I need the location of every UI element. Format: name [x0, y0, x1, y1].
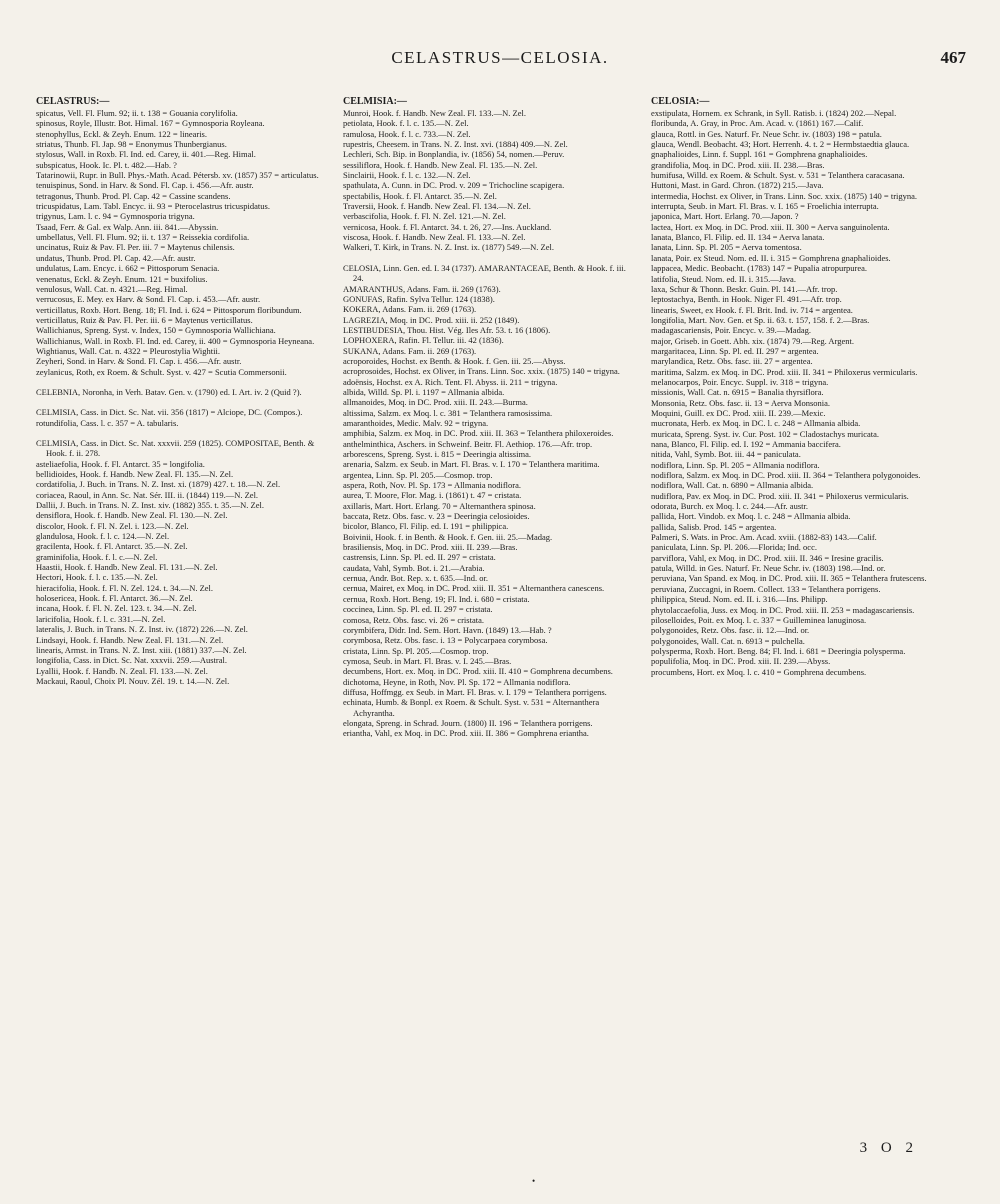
column-3 [651, 96, 943, 677]
index-entry: spinosus, Royle, Illustr. Bot. Himal. 167 = Gymnosporia Royleana. [36, 118, 265, 129]
index-entry: linearis, Sweet, ex Hook. f. Fl. Brit. Ind. iv. 714 = argentea. [651, 304, 853, 315]
index-entry: odorata, Burch. ex Moq. l. c. 244.—Afr. austr. [651, 501, 808, 512]
index-entry: dichotoma, Heyne, in Roth, Nov. Pl. Sp. 172 = Allmania nodiflora. [343, 676, 571, 687]
index-entry: pallida, Hort. Vindob. ex Moq. l. c. 248 = Allmania albida. [651, 511, 851, 522]
index-entry: coccinea, Linn. Sp. Pl. ed. II. 297 = cristata. [343, 604, 493, 615]
index-entry: uncinatus, Ruiz & Pav. Fl. Per. iii. 7 = Maytenus chilensis. [36, 242, 235, 253]
index-entry: phytolaccaefolia, Juss. ex Moq. in DC. Prod. xiii. II. 253 = madagascariensis. [651, 604, 915, 615]
index-entry: margaritacea, Linn. Sp. Pl. ed. II. 297 = argentea. [651, 345, 819, 356]
index-entry: gnaphalioides, Linn. f. Suppl. 161 = Gomphrena gnaphalioides. [651, 149, 868, 160]
index-entry: Wallichianus, Spreng. Syst. v. Index, 150 = Gymnosporia Wallichiana. [36, 325, 276, 336]
genus-heading: CELMISIA:— [343, 96, 407, 107]
entry-gap [36, 397, 328, 407]
index-entry: exstipulata, Hornem. ex Schrank, in Syll. Ratisb. i. (1824) 202.—Nepal. [651, 108, 897, 118]
index-entry: melanocarpos, Poir. Encyc. Suppl. iv. 318 = trigyna. [651, 376, 829, 387]
index-entry: elongata, Spreng. in Schrad. Journ. (1800) II. 196 = Telanthera porrigens. [343, 717, 593, 728]
index-entry: nodiflora, Salzm. ex Moq. in DC. Prod. xiii. II. 364 = Telanthera polygonoides. [651, 470, 921, 481]
index-entry: eriantha, Vahl, ex Moq. in DC. Prod. xiii. II. 386 = Gomphrena eriantha. [343, 728, 589, 739]
index-entry: procumbens, Hort. ex Moq. l. c. 410 = Gomphrena decumbens. [651, 666, 867, 677]
index-entry: Haastii, Hook. f. Handb. New Zeal. Fl. 131.—N. Zel. [36, 562, 218, 573]
index-entry: nodiflora, Linn. Sp. Pl. 205 = Allmania nodiflora. [651, 459, 820, 470]
index-entry: Tsaad, Ferr. & Gal. ex Walp. Ann. iii. 841.—Abyssin. [36, 221, 219, 232]
index-entry: allmanoides, Moq. in DC. Prod. xiii. II. 243.—Burma. [343, 397, 528, 408]
index-entry: Huttoni, Mast. in Gard. Chron. (1872) 215.—Java. [651, 180, 824, 191]
index-entry: gracilenta, Hook. f. Fl. Antarct. 35.—N. Zel. [36, 541, 188, 552]
index-entry: Munroi, Hook. f. Handb. New Zeal. Fl. 133.—N. Zel. [343, 108, 526, 118]
index-entry: LESTIBUDESIA, Thou. Hist. Vég. Iles Afr. 53. t. 16 (1806). [343, 324, 551, 335]
index-entry: missionis, Wall. Cat. n. 6915 = Banalia thyrsiflora. [651, 387, 824, 398]
index-entry: laricifolia, Hook. f. l. c. 331.—N. Zel. [36, 613, 166, 624]
running-head [0, 48, 1000, 72]
index-entry: Walkeri, T. Kirk, in Trans. N. Z. Inst. ix. (1877) 549.—N. Zel. [343, 242, 555, 253]
index-entry: Moquini, Guill. ex DC. Prod. xiii. II. 239.—Mexic. [651, 407, 826, 418]
index-entry: verrucosus, E. Mey. ex Harv. & Sond. Fl. Cap. i. 453.—Afr. austr. [36, 294, 261, 305]
index-entry: rupestris, Cheesem. in Trans. N. Z. Inst. xvi. (1884) 409.—N. Zel. [343, 139, 568, 150]
index-entry: albida, Willd. Sp. Pl. i. 1197 = Allmania albida. [343, 386, 505, 397]
index-entry: trigynus, Lam. l. c. 94 = Gymnosporia trigyna. [36, 211, 195, 222]
entry-gap [36, 377, 328, 387]
index-entry: AMARANTHUS, Adans. Fam. ii. 269 (1763). [343, 283, 501, 294]
index-entry: sessiliflora, Hook. f. Handb. New Zeal. Fl. 135.—N. Zel. [343, 159, 538, 170]
index-entry: acroprosoides, Hochst. ex Oliver, in Trans. Linn. Soc. xxix. (1875) 140 = trigyna. [343, 366, 620, 377]
index-entry: lanata, Blanco, Fl. Filip. ed. II. 134 = Aerva lanata. [651, 232, 825, 243]
index-entry: striatus, Thunb. Fl. Jap. 98 = Enonymus Thunbergianus. [36, 139, 227, 150]
index-entry: nodiflora, Wall. Cat. n. 6890 = Allmania albida. [651, 480, 814, 491]
entry-gap [343, 253, 635, 263]
index-entry: stylosus, Wall. in Roxb. Fl. Ind. ed. Carey, ii. 401.—Reg. Himal. [36, 149, 256, 160]
index-entry: glauca, Rottl. in Ges. Naturf. Fr. Neue Schr. iv. (1803) 198 = patula. [651, 128, 882, 139]
index-entry: paniculata, Linn. Sp. Pl. 206.—Florida; Ind. occ. [651, 542, 817, 553]
index-entry: stenophyllus, Eckl. & Zeyh. Enum. 122 = linearis. [36, 128, 207, 139]
index-entry: vernicosa, Hook. f. Fl. Antarct. 34. t. 26, 27.—Ins. Auckland. [343, 221, 552, 232]
index-entry: muricata, Spreng. Syst. iv. Cur. Post. 102 = Cladostachys muricata. [651, 428, 880, 439]
index-entry: intermedia, Hochst. ex Oliver, in Trans. Linn. Soc. xxix. (1875) 140 = trigyna. [651, 190, 918, 201]
index-entry: venulosus, Wall. Cat. n. 4321.—Reg. Himal. [36, 283, 188, 294]
index-entry: lactea, Hort. ex Moq. in DC. Prod. xiii. II. 300 = Aerva sanguinolenta. [651, 221, 890, 232]
index-entry: arborescens, Spreng. Syst. i. 815 = Deeringia altissima. [343, 449, 531, 459]
index-entry: patula, Willd. in Ges. Naturf. Fr. Neue Schr. iv. (1803) 198.—Ind. or. [651, 563, 886, 574]
index-entry: latifolia, Steud. Nom. ed. II. i. 315.—Java. [651, 273, 796, 284]
index-entry: cymosa, Seub. in Mart. Fl. Bras. v. I. 245.—Bras. [343, 655, 512, 666]
index-entry: hieracifolia, Hook. f. Fl. N. Zel. 124. t. 34.—N. Zel. [36, 582, 214, 593]
index-entry: parviflora, Vahl, ex Moq. in DC. Prod. xiii. II. 346 = Iresine gracilis. [651, 552, 884, 563]
index-entry: bellidioides, Hook. f. Handb. New Zeal. Fl. 135.—N. Zel. [36, 469, 234, 479]
index-entry: longifolia, Mart. Nov. Gen. et Sp. ii. 63. t. 157, 158. f. 2.—Bras. [651, 314, 870, 325]
index-entry: nana, Blanco, Fl. Filip. ed. I. 192 = Ammania baccifera. [651, 439, 841, 449]
index-entry: incana, Hook. f. Fl. N. Zel. 123. t. 34.—N. Zel. [36, 603, 197, 614]
index-entry: echinata, Humb. & Bonpl. ex Roem. & Schult. Syst. v. 531 = Alternanthera Achyrantha. [343, 697, 600, 718]
index-entry: acroporoides, Hochst. ex Benth. & Hook. f. Gen. iii. 25.—Abyss. [343, 355, 566, 366]
index-entry: undatus, Thunb. Prod. Pl. Cap. 42.—Afr. austr. [36, 252, 196, 263]
index-entry: leptostachya, Benth. in Hook. Niger Fl. 491.—Afr. trop. [651, 294, 842, 305]
index-entry: lappacea, Medic. Beobacht. (1783) 147 = Pupalia atropurpurea. [651, 263, 868, 274]
index-entry: pallida, Salisb. Prod. 145 = argentea. [651, 521, 777, 532]
index-entry: tenuispinus, Sond. in Harv. & Sond. Fl. Cap. i. 456.—Afr. austr. [36, 180, 254, 191]
index-entry: polygonoides, Wall. Cat. n. 6913 = pulchella. [651, 635, 805, 646]
index-entry: adoënsis, Hochst. ex A. Rich. Tent. Fl. Abyss. ii. 211 = trigyna. [343, 376, 558, 387]
index-entry: Sinclairii, Hook. f. l. c. 132.—N. Zel. [343, 170, 471, 181]
index-entry: coriacea, Raoul, in Ann. Sc. Nat. Sér. III. ii. (1844) 119.—N. Zel. [36, 489, 259, 500]
index-entry: nitida, Vahl, Symb. Bot. iii. 44 = paniculata. [651, 449, 801, 460]
index-entry: spicatus, Vell. Fl. Flum. 92; ii. t. 138 = Gouania corylifolia. [36, 108, 238, 118]
index-entry: SUKANA, Adans. Fam. ii. 269 (1763). [343, 345, 477, 356]
index-entry: Lyallii, Hook. f. Handb. N. Zeal. Fl. 133.—N. Zel. [36, 665, 208, 676]
index-entry: CELEBNIA, Noronha, in Verh. Batav. Gen. v. (1790) ed. I. Art. iv. 2 (Quid ?). [36, 386, 302, 397]
index-entry: tricuspidatus, Lam. Tabl. Encyc. ii. 93 = Pterocelastrus tricuspidatus. [36, 201, 270, 212]
index-entry: grandifolia, Moq. in DC. Prod. xiii. II. 238.—Bras. [651, 159, 825, 170]
index-entry: japonica, Mart. Hort. Erlang. 70.—Japon. ? [651, 211, 799, 222]
index-entry: amaranthoides, Medic. Malv. 92 = trigyna. [343, 417, 489, 428]
index-entry: Zeyheri, Sond. in Harv. & Sond. Fl. Cap. i. 456.—Afr. austr. [36, 356, 242, 367]
index-entry: tetragonus, Thunb. Prod. Pl. Cap. 42 = Cassine scandens. [36, 190, 231, 201]
index-entry: zeylanicus, Roth, ex Roem. & Schult. Syst. v. 427 = Scutia Commersonii. [36, 366, 287, 377]
index-entry: KOKERA, Adans. Fam. ii. 269 (1763). [343, 304, 477, 315]
index-entry: cernua, Roxb. Hort. Beng. 19; Fl. Ind. i. 680 = cristata. [343, 593, 530, 604]
index-entry: brasiliensis, Moq. in DC. Prod. xiii. II. 239.—Bras. [343, 542, 518, 553]
genus-heading: CELASTRUS:— [36, 96, 110, 107]
index-entry: nudiflora, Pav. ex Moq. in DC. Prod. xiii. II. 341 = Philoxerus vermicularis. [651, 490, 909, 501]
index-entry: graminifolia, Hook. f. l. c.—N. Zel. [36, 551, 158, 562]
page-number: 467 [940, 48, 966, 67]
index-entry: densiflora, Hook. f. Handb. New Zeal. Fl. 130.—N. Zel. [36, 510, 228, 521]
index-entry: marylandica, Retz. Obs. fasc. iii. 27 = argentea. [651, 356, 813, 367]
index-entry: Palmeri, S. Wats. in Proc. Am. Acad. xviii. (1882-83) 143.—Calif. [651, 532, 877, 543]
index-entry: GONUFAS, Rafin. Sylva Tellur. 124 (1838). [343, 293, 495, 304]
index-entry: corymbifera, Didr. Ind. Sem. Hort. Havn. (1849) 13.—Hab. ? [343, 624, 552, 635]
index-entry: diffusa, Hoffmgg. ex Seub. in Mart. Fl. Bras. v. I. 179 = Telanthera porrigens. [343, 686, 607, 697]
index-entry: aspera, Roth, Nov. Pl. Sp. 173 = Allmania nodiflora. [343, 480, 522, 491]
index-entry: mucronata, Herb. ex Moq. in DC. l. c. 248 = Allmania albida. [651, 418, 861, 429]
index-entry: populifolia, Moq. in DC. Prod. xiii. II. 239.—Abyss. [651, 656, 831, 667]
index-entry: peruviana, Van Spand. ex Moq. in DC. Prod. xiii. II. 365 = Telanthera frutescens. [651, 573, 927, 584]
index-entry: castrensis, Linn. Sp. Pl. ed. II. 297 = cristata. [343, 552, 496, 563]
entry-gap [36, 428, 328, 438]
index-entry: corymbosa, Retz. Obs. fasc. i. 13 = Polycarpaea corymbosa. [343, 635, 548, 646]
index-entry: verticillatus, Roxb. Hort. Beng. 18; Fl. Ind. i. 624 = Pittosporum floribundum. [36, 304, 302, 315]
index-entry: longifolia, Cass. in Dict. Sc. Nat. xxxvii. 259.—Austral. [36, 655, 227, 666]
index-entry: Lechleri, Sch. Bip. in Bonplandia, iv. (1856) 54, nomen.—Peruv. [343, 149, 565, 160]
running-head-title: CELASTRUS—CELOSIA. [391, 48, 609, 67]
index-entry: Boivinii, Hook. f. in Benth. & Hook. f. Gen. iii. 25.—Madag. [343, 531, 553, 542]
index-entry: glandulosa, Hook. f. l. c. 124.—N. Zel. [36, 531, 170, 542]
index-entry: humifusa, Willd. ex Roem. & Schult. Syst. v. 531 = Telanthera caracasana. [651, 170, 905, 181]
index-entry: linearis, Armst. in Trans. N. Z. Inst. xiii. (1881) 337.—N. Zel. [36, 644, 247, 655]
index-entry: venenatus, Eckl. & Zeyh. Enum. 121 = buxifolius. [36, 273, 208, 284]
index-entry: Tatarinowii, Rupr. in Bull. Phys.-Math. Acad. Pétersb. xv. (1857) 357 = articulatus. [36, 170, 319, 181]
index-entry: umbellatus, Vell. Fl. Flum. 92; ii. t. 137 = Reissekia cordifolia. [36, 232, 250, 243]
index-entry: interrupta, Seub. in Mart. Fl. Bras. v. I. 165 = Froelichia interrupta. [651, 201, 879, 212]
column-2 [343, 96, 635, 739]
index-entry: spectabilis, Hook. f. Fl. Antarct. 35.—N. Zel. [343, 190, 497, 201]
index-entry: Lindsayi, Hook. f. Handb. New Zeal. Fl. 131.—N. Zel. [36, 634, 224, 645]
index-entry: Dallii, J. Buch. in Trans. N. Z. Inst. xiv. (1882) 355. t. 35.—N. Zel. [36, 500, 264, 511]
index-entry: aurea, T. Moore, Flor. Mag. i. (1861) t. 47 = cristata. [343, 490, 522, 501]
index-entry: LOPHOXERA, Rafin. Fl. Tellur. iii. 42 (1836). [343, 335, 504, 346]
index-entry: anthelminthica, Aschers. in Schweinf. Beitr. Fl. Aethiop. 176.—Afr. trop. [343, 438, 593, 449]
index-entry: asteliaefolia, Hook. f. Fl. Antarct. 35 = longifolia. [36, 458, 205, 469]
index-entry: verbascifolia, Hook. f. Fl. N. Zel. 121.—N. Zel. [343, 211, 506, 222]
index-entry: Wightianus, Wall. Cat. n. 4322 = Pleurostylia Wightii. [36, 345, 220, 356]
index-entry: cordatifolia, J. Buch. in Trans. N. Z. Inst. xi. (1879) 427. t. 18.—N. Zel. [36, 479, 281, 490]
index-entry: cernua, Mairet, ex Moq. in DC. Prod. xiii. II. 351 = Alternanthera canescens. [343, 583, 605, 594]
index-entry: petiolata, Hook. f. l. c. 135.—N. Zel. [343, 118, 469, 129]
index-entry: altissima, Salzm. ex Moq. l. c. 381 = Telanthera ramosissima. [343, 407, 553, 418]
index-entry: lanata, Linn. Sp. Pl. 205 = Aerva tomentosa. [651, 242, 802, 253]
index-entry: peruviana, Zuccagni, in Roem. Collect. 133 = Telanthera porrigens. [651, 583, 881, 594]
index-entry: CELOSIA, Linn. Gen. ed. I. 34 (1737). AMARANTACEAE, Benth. & Hook. f. iii. 24. [343, 262, 626, 284]
index-entry: CELMISIA, Cass. in Dict. Sc. Nat. vii. 356 (1817) = Alciope, DC. (Compos.). [36, 407, 303, 418]
index-entry: laxa, Schur & Thonn. Beskr. Guin. Pl. 141.—Afr. trop. [651, 283, 838, 294]
index-entry: philippica, Steud. Nom. ed. II. i. 316.—Ins. Philipp. [651, 594, 828, 605]
index-entry: amphibia, Salzm. ex Moq. in DC. Prod. xiii. II. 363 = Telanthera philoxeroides. [343, 428, 614, 439]
index-entry: lateralis, J. Buch. in Trans. N. Z. Inst. iv. (1872) 226.—N. Zel. [36, 624, 248, 635]
index-entry: polysperma, Roxb. Hort. Beng. 84; Fl. Ind. i. 681 = Deeringia polysperma. [651, 645, 906, 656]
index-entry: decumbens, Hort. ex. Moq. in DC. Prod. xiii. II. 410 = Gomphrena decumbens. [343, 666, 613, 677]
index-entry: piloselloides, Poit. ex Moq. l. c. 337 = Guilleminea lanuginosa. [651, 614, 867, 625]
index-entry: lanata, Poir. ex Steud. Nom. ed. II. i. 315 = Gomphrena gnaphalioides. [651, 252, 891, 263]
index-entry: LAGREZIA, Moq. in DC. Prod. xiii. ii. 252 (1849). [343, 314, 520, 325]
genus-heading: CELOSIA:— [651, 96, 710, 107]
index-entry: caudata, Vahl, Symb. Bot. i. 21.—Arabia. [343, 562, 485, 573]
index-entry: Hectori, Hook. f. l. c. 135.—N. Zel. [36, 572, 158, 583]
index-entry: verticillatus, Ruiz & Pav. Fl. Per. iii. 6 = Maytenus verticillatus. [36, 314, 253, 325]
index-entry: viscosa, Hook. f. Handb. New Zeal. Fl. 133.—N. Zel. [343, 232, 526, 243]
index-entry: glauca, Wendl. Beobacht. 43; Hort. Herrenh. 4. t. 2 = Hermbstaedtia glauca. [651, 139, 910, 150]
index-entry: bicolor, Blanco, Fl. Filip. ed. I. 191 = philippica. [343, 521, 509, 532]
index-entry: holosericea, Hook. f. Fl. Antarct. 36.—N. Zel. [36, 593, 193, 604]
index-entry: Traversii, Hook. f. Handb. New Zeal. Fl. 134.—N. Zel. [343, 201, 531, 212]
footer-ornament: • [532, 1176, 536, 1186]
index-entry: polygonoides, Retz. Obs. fasc. ii. 12.—Ind. or. [651, 625, 810, 636]
index-entry: discolor, Hook. f. Fl. N. Zel. i. 123.—N. Zel. [36, 520, 189, 531]
index-entry: major, Griseb. in Goett. Abh. xix. (1874) 79.—Reg. Argent. [651, 335, 855, 346]
index-entry: subspicatus, Hook. Ic. Pl. t. 482.—Hab. ? [36, 159, 177, 170]
index-entry: rotundifolia, Cass. l. c. 357 = A. tabularis. [36, 417, 179, 428]
index-entry: baccata, Retz. Obs. fasc. v. 23 = Deeringia celosioides. [343, 511, 530, 522]
index-entry: Mackaui, Raoul, Choix Pl. Nouv. Zél. 19. t. 14.—N. Zel. [36, 675, 230, 686]
index-entry: madagascariensis, Poir. Encyc. v. 39.—Madag. [651, 325, 811, 336]
index-entry: Wallichianus, Wall. in Roxb. Fl. Ind. ed. Carey, ii. 400 = Gymnosporia Heyneana. [36, 335, 315, 346]
index-entry: undulatus, Lam. Encyc. i. 662 = Pittosporum Senacia. [36, 263, 220, 274]
index-entry: spathulata, A. Cunn. in DC. Prod. v. 209 = Trichocline scapigera. [343, 180, 565, 191]
index-entry: maritima, Salzm. ex Moq. in DC. Prod. xiii. II. 341 = Philoxerus vermicularis. [651, 366, 918, 377]
index-entry: argentea, Linn. Sp. Pl. 205.—Cosmop. trop. [343, 469, 493, 480]
index-entry: arenaria, Salzm. ex Seub. in Mart. Fl. Bras. v. I. 170 = Telanthera maritima. [343, 459, 600, 470]
index-entry: Monsonia, Retz. Obs. fasc. ii. 13 = Aerva Monsonia. [651, 397, 831, 408]
index-entry: comosa, Retz. Obs. fasc. vi. 26 = cristata. [343, 614, 484, 625]
index-entry: cernua, Andr. Bot. Rep. x. t. 635.—Ind. or. [343, 573, 488, 584]
index-entry: cristata, Linn. Sp. Pl. 205.—Cosmop. trop. [343, 645, 489, 656]
index-entry: floribunda, A. Gray, in Proc. Am. Acad. v. (1861) 167.—Calif. [651, 118, 864, 129]
index-entry: ramulosa, Hook. f. l. c. 733.—N. Zel. [343, 128, 471, 139]
column-1 [36, 96, 328, 686]
index-entry: axillaris, Mart. Hort. Erlang. 70 = Alternanthera spinosa. [343, 500, 536, 511]
index-entry: CELMISIA, Cass. in Dict. Sc. Nat. xxxvii. 259 (1825). COMPOSITAE, Benth. & Hook. f. ii. 278. [36, 437, 315, 459]
printer-signature: 3 O 2 [859, 1140, 918, 1156]
